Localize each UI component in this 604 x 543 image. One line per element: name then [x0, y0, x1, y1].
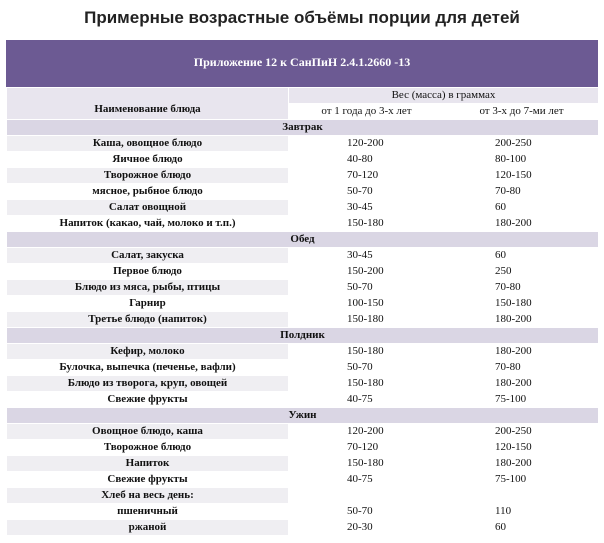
dish-name: Первое блюдо: [7, 264, 289, 280]
banner: [6, 40, 598, 87]
section-row: [7, 328, 599, 344]
weight-age-3-7: 180-200: [445, 344, 599, 360]
section-title: Полдник: [7, 328, 599, 344]
table-row: [7, 184, 599, 200]
table-row: [7, 440, 599, 456]
weight-age-1-3: [289, 488, 445, 504]
table-row: [7, 472, 599, 488]
dish-name: Творожное блюдо: [7, 168, 289, 184]
weight-age-3-7: 150-180: [445, 296, 599, 312]
section-title: Ужин: [7, 408, 599, 424]
dish-name: Третье блюдо (напиток): [7, 312, 289, 328]
weight-column-header: Вес (масса) в граммах: [289, 88, 599, 104]
weight-age-1-3: 50-70: [289, 360, 445, 376]
weight-age-1-3: 50-70: [289, 280, 445, 296]
weight-age-3-7: 200-250: [445, 424, 599, 440]
weight-age-1-3: 150-180: [289, 312, 445, 328]
table-row: [7, 504, 599, 520]
dish-name: Каша, овощное блюдо: [7, 136, 289, 152]
table-row: [7, 280, 599, 296]
table-row: [7, 456, 599, 472]
title-bar: [6, 0, 598, 40]
table-row: [7, 200, 599, 216]
table-row: [7, 344, 599, 360]
page-title: Примерные возрастные объёмы порции для детей: [84, 8, 520, 27]
banner-text: Приложение 12 к СанПиН 2.4.1.2660 -13: [193, 55, 411, 69]
dish-name: Кефир, молоко: [7, 344, 289, 360]
weight-age-1-3: 50-70: [289, 184, 445, 200]
portion-table: [6, 87, 599, 536]
weight-age-1-3: 150-180: [289, 344, 445, 360]
weight-age-3-7: [445, 488, 599, 504]
table-row: [7, 424, 599, 440]
section-row: [7, 232, 599, 248]
weight-age-3-7: 70-80: [445, 184, 599, 200]
dish-name: Блюдо из творога, круп, овощей: [7, 376, 289, 392]
weight-age-1-3: 70-120: [289, 168, 445, 184]
weight-age-3-7: 120-150: [445, 440, 599, 456]
dish-name: Блюдо из мяса, рыбы, птицы: [7, 280, 289, 296]
table-row: [7, 168, 599, 184]
weight-age-3-7: 180-200: [445, 376, 599, 392]
weight-age-3-7: 75-100: [445, 472, 599, 488]
weight-age-1-3: 40-75: [289, 392, 445, 408]
age-1-3-header: от 1 года до 3-х лет: [289, 104, 445, 120]
table-row: [7, 360, 599, 376]
table-row: [7, 152, 599, 168]
table-row: [7, 392, 599, 408]
dish-name: Хлеб на весь день:: [7, 488, 289, 504]
section-title: Обед: [7, 232, 599, 248]
weight-age-3-7: 60: [445, 200, 599, 216]
dish-name: Салат, закуска: [7, 248, 289, 264]
weight-age-1-3: 20-30: [289, 520, 445, 536]
weight-age-3-7: 60: [445, 248, 599, 264]
weight-age-1-3: 120-200: [289, 424, 445, 440]
weight-age-3-7: 70-80: [445, 360, 599, 376]
weight-age-3-7: 200-250: [445, 136, 599, 152]
weight-age-3-7: 80-100: [445, 152, 599, 168]
weight-age-3-7: 75-100: [445, 392, 599, 408]
weight-age-1-3: 40-80: [289, 152, 445, 168]
weight-age-1-3: 70-120: [289, 440, 445, 456]
dish-name: пшеничный: [7, 504, 289, 520]
age-3-7-header: от 3-х до 7-ми лет: [445, 104, 599, 120]
table-row: [7, 136, 599, 152]
table-row: [7, 376, 599, 392]
name-column-header: Наименование блюда: [7, 88, 289, 120]
dish-name: Яичное блюдо: [7, 152, 289, 168]
weight-age-1-3: 30-45: [289, 200, 445, 216]
dish-name: Гарнир: [7, 296, 289, 312]
weight-age-3-7: 120-150: [445, 168, 599, 184]
weight-age-3-7: 180-200: [445, 456, 599, 472]
dish-name: Напиток: [7, 456, 289, 472]
dish-name: Творожное блюдо: [7, 440, 289, 456]
section-row: [7, 120, 599, 136]
weight-age-3-7: 180-200: [445, 312, 599, 328]
table-row: [7, 520, 599, 536]
weight-age-3-7: 180-200: [445, 216, 599, 232]
weight-age-1-3: 40-75: [289, 472, 445, 488]
section-title: Завтрак: [7, 120, 599, 136]
weight-age-1-3: 150-180: [289, 456, 445, 472]
table-row: [7, 264, 599, 280]
table-row: [7, 248, 599, 264]
dish-name: Свежие фрукты: [7, 392, 289, 408]
dish-name: Свежие фрукты: [7, 472, 289, 488]
weight-age-1-3: 150-200: [289, 264, 445, 280]
weight-age-3-7: 250: [445, 264, 599, 280]
weight-age-1-3: 30-45: [289, 248, 445, 264]
weight-age-3-7: 70-80: [445, 280, 599, 296]
dish-name: Напиток (какао, чай, молоко и т.п.): [7, 216, 289, 232]
dish-name: Булочка, выпечка (печенье, вафли): [7, 360, 289, 376]
table-row: [7, 312, 599, 328]
table-row: [7, 296, 599, 312]
weight-age-1-3: 150-180: [289, 216, 445, 232]
table-row: [7, 488, 599, 504]
table-header-row: [7, 88, 599, 104]
weight-age-1-3: 150-180: [289, 376, 445, 392]
dish-name: ржаной: [7, 520, 289, 536]
weight-age-1-3: 100-150: [289, 296, 445, 312]
weight-age-3-7: 110: [445, 504, 599, 520]
dish-name: Овощное блюдо, каша: [7, 424, 289, 440]
table-row: [7, 216, 599, 232]
weight-age-3-7: 60: [445, 520, 599, 536]
weight-age-1-3: 50-70: [289, 504, 445, 520]
section-row: [7, 408, 599, 424]
weight-age-1-3: 120-200: [289, 136, 445, 152]
dish-name: мясное, рыбное блюдо: [7, 184, 289, 200]
dish-name: Салат овощной: [7, 200, 289, 216]
